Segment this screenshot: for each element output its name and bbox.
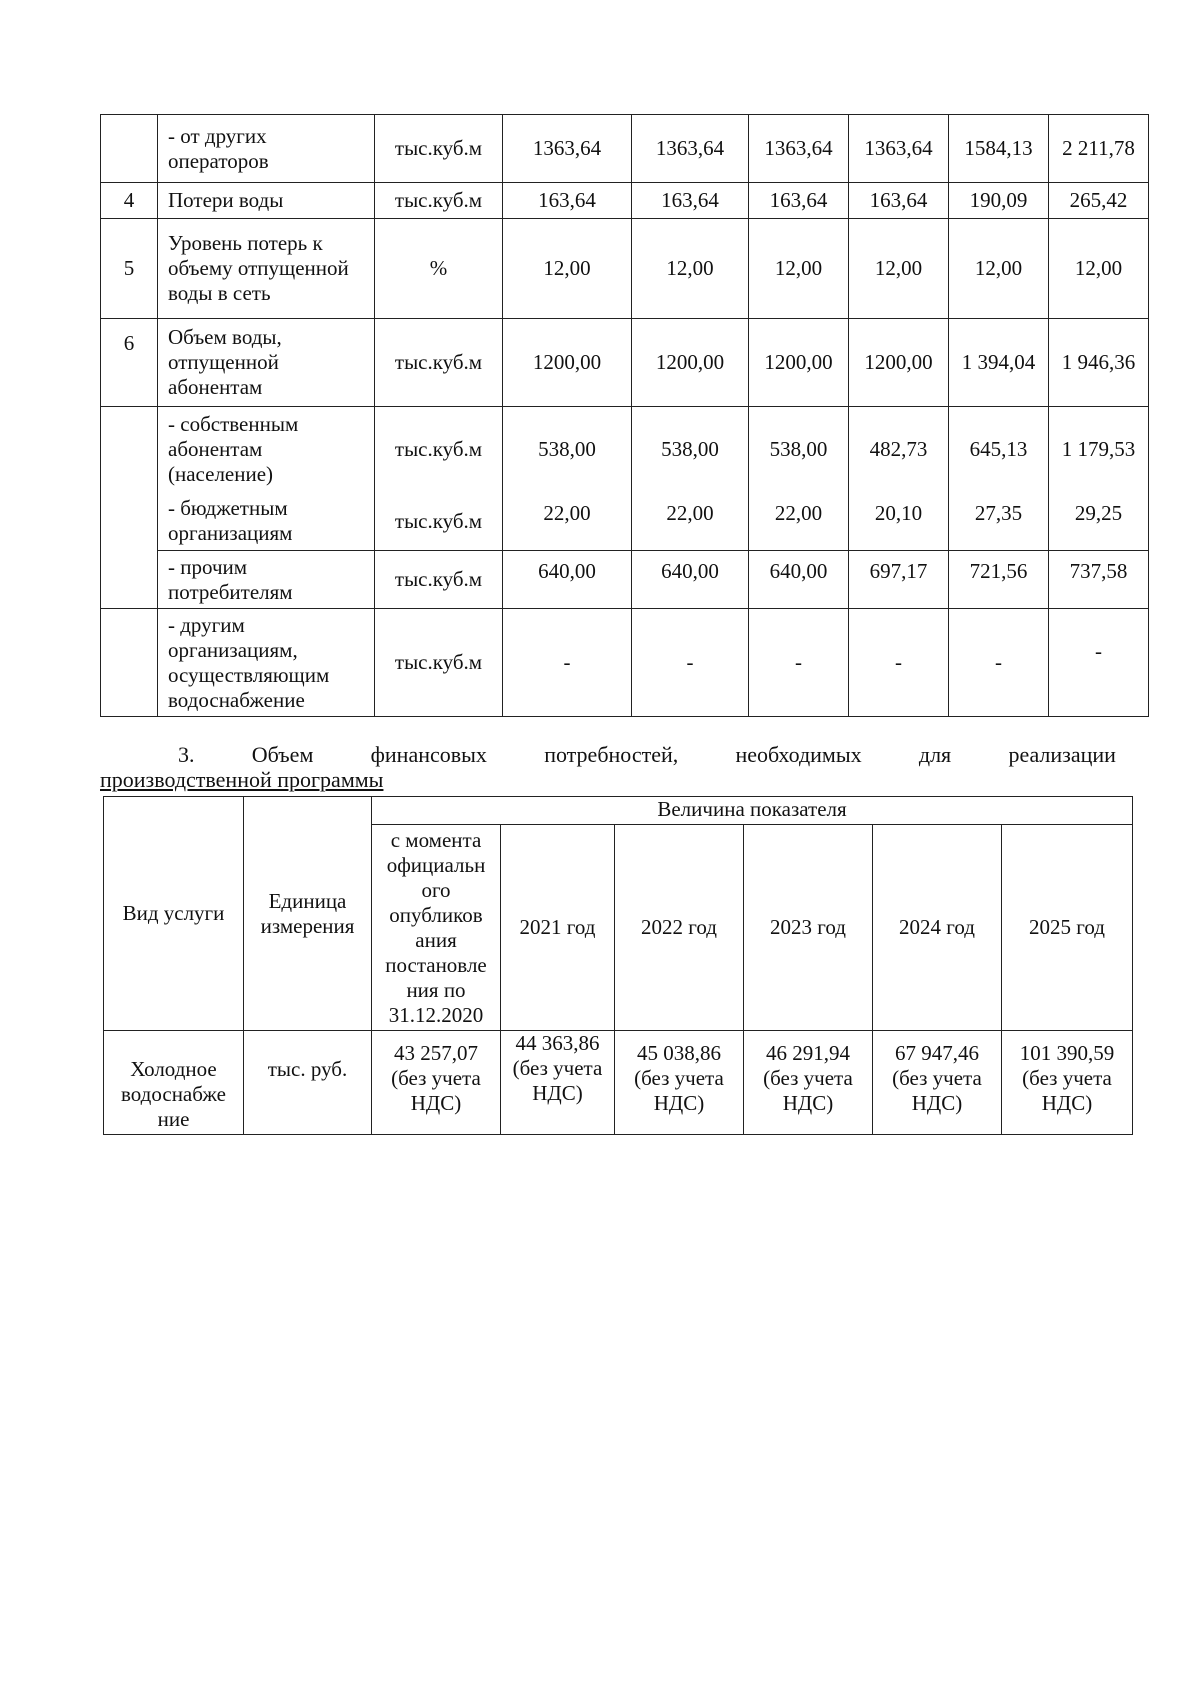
table-row bbox=[101, 609, 1149, 717]
table-row bbox=[104, 1031, 1133, 1135]
value-cell: 67 947,46 (без учета НДС) bbox=[873, 1031, 1002, 1135]
value-cell: 22,00 bbox=[503, 493, 632, 551]
row-unit: тыс.куб.м bbox=[375, 407, 503, 493]
value-cell: 697,17 bbox=[849, 551, 949, 609]
value-cell: 46 291,94 (без учета НДС) bbox=[744, 1031, 873, 1135]
header-row bbox=[104, 797, 1133, 825]
row-unit: тыс.куб.м bbox=[375, 609, 503, 717]
value-cell: 163,64 bbox=[503, 183, 632, 219]
value-cell: 265,42 bbox=[1049, 183, 1149, 219]
section-heading-line-2: производственной программы bbox=[100, 767, 384, 792]
table-row bbox=[101, 115, 1149, 183]
value-cell: 1200,00 bbox=[503, 319, 632, 407]
row-number: 6 bbox=[101, 319, 158, 407]
row-unit: % bbox=[375, 219, 503, 319]
value-cell: 29,25 bbox=[1049, 493, 1149, 551]
table-row bbox=[101, 551, 1149, 609]
value-cell: 44 363,86 (без учета НДС) bbox=[501, 1031, 615, 1135]
row-name: - другим организациям, осуществляющим водоснабжение bbox=[158, 609, 375, 717]
value-cell: 721,56 bbox=[949, 551, 1049, 609]
water-balance-table bbox=[100, 114, 1149, 717]
header-group: Величина показателя bbox=[372, 797, 1133, 825]
row-name: - прочим потребителям bbox=[158, 551, 375, 609]
row-unit: тыс.куб.м bbox=[375, 319, 503, 407]
table-row bbox=[101, 493, 1149, 551]
table-row bbox=[101, 407, 1149, 493]
value-cell: 12,00 bbox=[849, 219, 949, 319]
row-unit: тыс.куб.м bbox=[375, 115, 503, 183]
value-cell: 12,00 bbox=[632, 219, 749, 319]
header-unit: Единица измерения bbox=[244, 797, 372, 1031]
row-number: 5 bbox=[101, 219, 158, 319]
header-period: 2021 год bbox=[501, 825, 615, 1031]
row-unit: тыс.куб.м bbox=[375, 493, 503, 551]
table-row bbox=[101, 319, 1149, 407]
value-cell: 22,00 bbox=[632, 493, 749, 551]
row-name: Уровень потерь к объему отпущенной воды в сеть bbox=[158, 219, 375, 319]
row-name: - от других операторов bbox=[158, 115, 375, 183]
value-cell: - bbox=[749, 609, 849, 717]
value-cell: 538,00 bbox=[632, 407, 749, 493]
value-cell: 12,00 bbox=[503, 219, 632, 319]
value-cell: 1363,64 bbox=[849, 115, 949, 183]
value-cell: 1200,00 bbox=[749, 319, 849, 407]
heading-word: необходимых bbox=[735, 742, 862, 767]
value-cell: 2 211,78 bbox=[1049, 115, 1149, 183]
value-cell: 101 390,59 (без учета НДС) bbox=[1002, 1031, 1133, 1135]
header-period: 2024 год bbox=[873, 825, 1002, 1031]
value-cell: 12,00 bbox=[1049, 219, 1149, 319]
row-number bbox=[101, 609, 158, 717]
row-number bbox=[101, 407, 158, 609]
header-period: 2023 год bbox=[744, 825, 873, 1031]
section-heading bbox=[100, 742, 1116, 792]
header-period: с момента официальн ого опубликов ания постановле ния по 31.12.2020 bbox=[372, 825, 501, 1031]
row-name: Потери воды bbox=[158, 183, 375, 219]
value-cell: - bbox=[849, 609, 949, 717]
section-heading-line-1 bbox=[100, 742, 1116, 767]
value-cell: 1 179,53 bbox=[1049, 407, 1149, 493]
value-cell: 163,64 bbox=[749, 183, 849, 219]
row-number bbox=[101, 115, 158, 183]
value-cell: 737,58 bbox=[1049, 551, 1149, 609]
value-cell: 1584,13 bbox=[949, 115, 1049, 183]
value-cell: 163,64 bbox=[632, 183, 749, 219]
value-cell: 1 394,04 bbox=[949, 319, 1049, 407]
row-name: Объем воды, отпущенной абонентам bbox=[158, 319, 375, 407]
value-cell: - bbox=[503, 609, 632, 717]
heading-word: для bbox=[918, 742, 952, 767]
value-cell: 43 257,07 (без учета НДС) bbox=[372, 1031, 501, 1135]
table-row bbox=[101, 183, 1149, 219]
value-cell: 1 946,36 bbox=[1049, 319, 1149, 407]
heading-word: потребностей, bbox=[544, 742, 679, 767]
value-cell: 640,00 bbox=[749, 551, 849, 609]
section-number: 3. bbox=[178, 742, 195, 767]
header-period: 2022 год bbox=[615, 825, 744, 1031]
value-cell: 1363,64 bbox=[749, 115, 849, 183]
value-cell: 1363,64 bbox=[503, 115, 632, 183]
heading-word: реализации bbox=[1008, 742, 1116, 767]
value-cell: 1200,00 bbox=[849, 319, 949, 407]
value-cell: 538,00 bbox=[503, 407, 632, 493]
row-unit: тыс.куб.м bbox=[375, 183, 503, 219]
value-cell: 190,09 bbox=[949, 183, 1049, 219]
value-cell: 1363,64 bbox=[632, 115, 749, 183]
table-row bbox=[101, 219, 1149, 319]
service-cell: Холодное водоснабже ние bbox=[104, 1031, 244, 1135]
value-cell: - bbox=[1049, 609, 1149, 717]
financial-needs-table bbox=[103, 796, 1133, 1135]
value-cell: 482,73 bbox=[849, 407, 949, 493]
value-cell: 12,00 bbox=[749, 219, 849, 319]
heading-word: Объем bbox=[251, 742, 314, 767]
value-cell: 645,13 bbox=[949, 407, 1049, 493]
value-cell: 640,00 bbox=[503, 551, 632, 609]
value-cell: 22,00 bbox=[749, 493, 849, 551]
header-service: Вид услуги bbox=[104, 797, 244, 1031]
unit-cell: тыс. руб. bbox=[244, 1031, 372, 1135]
value-cell: - bbox=[632, 609, 749, 717]
row-name: - бюджетным организациям bbox=[158, 493, 375, 551]
value-cell: - bbox=[949, 609, 1049, 717]
value-cell: 20,10 bbox=[849, 493, 949, 551]
header-period: 2025 год bbox=[1002, 825, 1133, 1031]
value-cell: 45 038,86 (без учета НДС) bbox=[615, 1031, 744, 1135]
row-unit: тыс.куб.м bbox=[375, 551, 503, 609]
value-cell: 640,00 bbox=[632, 551, 749, 609]
value-cell: 1200,00 bbox=[632, 319, 749, 407]
value-cell: 538,00 bbox=[749, 407, 849, 493]
row-number: 4 bbox=[101, 183, 158, 219]
value-cell: 12,00 bbox=[949, 219, 1049, 319]
row-name: - собственным абонентам (население) bbox=[158, 407, 375, 493]
value-cell: 163,64 bbox=[849, 183, 949, 219]
value-cell: 27,35 bbox=[949, 493, 1049, 551]
heading-word: финансовых bbox=[370, 742, 487, 767]
